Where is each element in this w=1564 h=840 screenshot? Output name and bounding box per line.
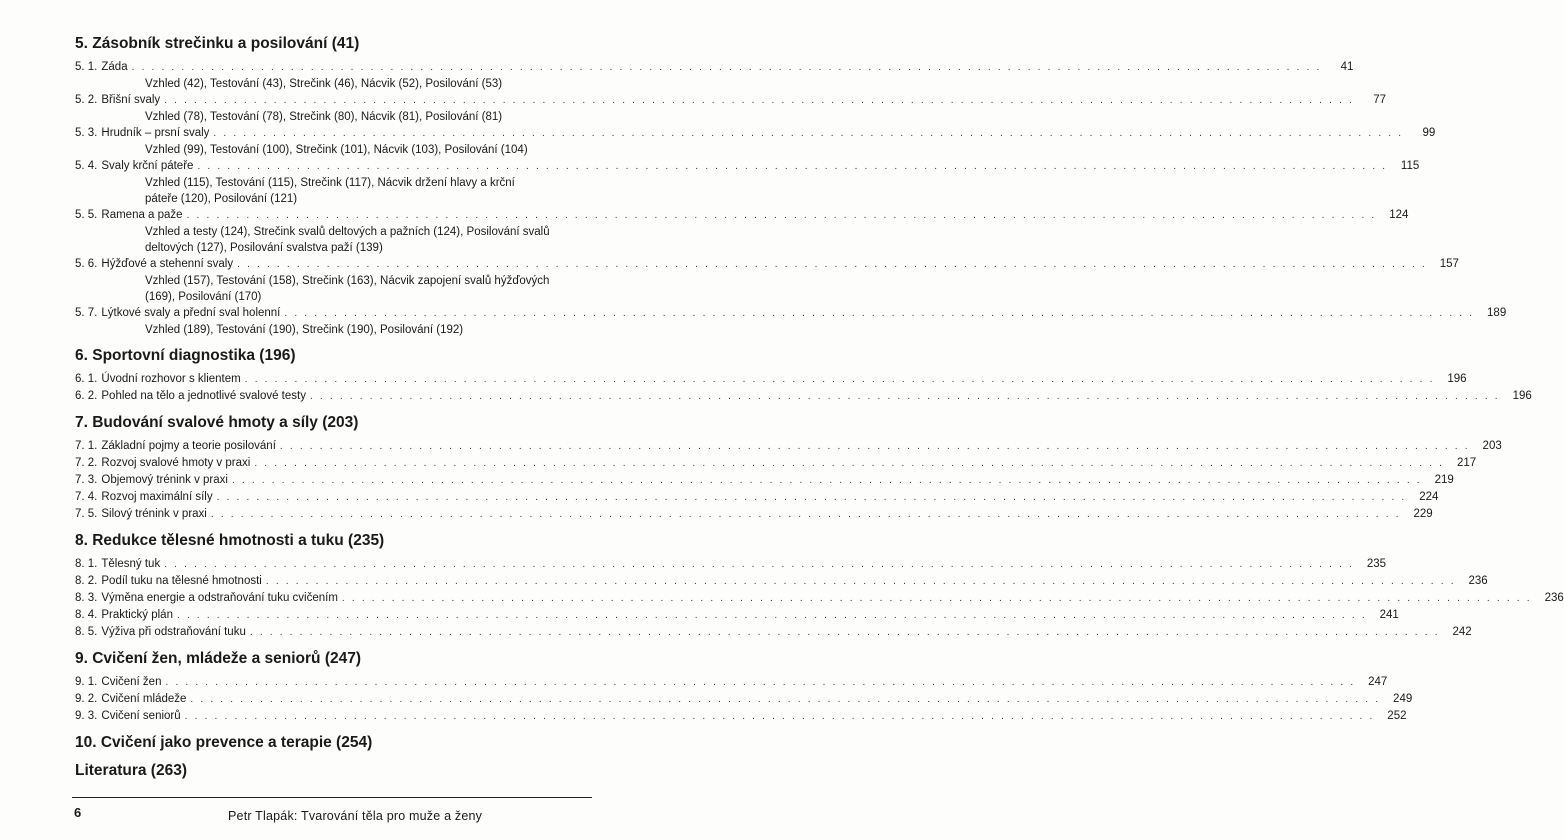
dot-leader: . . . . . . . . . . . . . . . . . . . . . . . . . . . . . . . . . . . . . . . . . . . . . . . . . . . . . . . . . . . . . . . . . . . . . . . . . . . . . . . . . . . . . . . . . . . . . . . . . . . . . . . . . . . . . . . . . . . . . . . .	[184, 711, 1375, 722]
chapter-heading: 9. Cvičení žen, mládeže a seniorů (247)	[75, 650, 362, 667]
chapter-heading: 5. Zásobník strečinku a posilování (41)	[75, 35, 360, 52]
toc-entry	[75, 624, 1472, 641]
entry-title: Rozvoj svalové hmoty v praxi	[101, 457, 251, 469]
toc-entry	[75, 59, 1354, 76]
entry-page-number: 235	[1366, 558, 1387, 570]
toc-entry	[75, 371, 1467, 388]
entry-number: 7. 4.	[75, 491, 98, 503]
entry-number: 8. 4.	[75, 609, 98, 621]
toc-entry	[75, 573, 1488, 590]
entry-title: Lýtkové svaly a přední sval holenní	[101, 307, 281, 319]
toc-entry	[75, 388, 1532, 405]
entry-page-number: 157	[1439, 258, 1459, 270]
entry-page-number: 99	[1422, 127, 1436, 139]
entry-title: Silový trénink v praxi	[101, 508, 207, 520]
entry-subtopics: Vzhled (157), Testování (158), Strečink (163), Nácvik zapojení svalů hýžďových (169), Posilování (170)	[145, 275, 550, 303]
entry-title: Úvodní rozhovor s klientem	[101, 373, 241, 385]
entry-page-number: 189	[1487, 307, 1507, 319]
dot-leader: . . . . . . . . . . . . . . . . . . . . . . . . . . . . . . . . . . . . . . . . . . . . . . . . . . . . . . . . . . . . . . . . . . . . . . . . . . . . . . . . . . . . . . . . . . . . . . . . . . . . . . . . . . . . . . . . . . . . . . . .	[265, 576, 1456, 587]
entry-number: 5. 7.	[75, 307, 98, 319]
toc-entry	[75, 438, 1502, 455]
toc-entry	[75, 556, 1387, 573]
toc-entry	[75, 489, 1439, 506]
entry-number: 5. 3.	[75, 127, 98, 139]
toc-entry	[75, 472, 1454, 489]
toc-entry	[75, 256, 1459, 273]
entry-page-number: 124	[1389, 209, 1409, 221]
entry-number: 9. 1.	[75, 676, 98, 688]
dot-leader: . . . . . . . . . . . . . . . . . . . . . . . . . . . . . . . . . . . . . . . . . . . . . . . . . . . . . . . . . . . . . . . . . . . . . . . . . . . . . . . . . . . . . . . . . . . . . . . . . . . . . . . . . . . . . . . . . . . . . . . .	[213, 128, 1404, 139]
entry-page-number: 236	[1468, 575, 1488, 587]
dot-leader: . . . . . . . . . . . . . . . . . . . . . . . . . . . . . . . . . . . . . . . . . . . . . . . . . . . . . . . . . . . . . . . . . . . . . . . . . . . . . . . . . . . . . . . . . . . . . . . . . . . . . . . . . . . . . . . . . . . . . . . .	[190, 694, 1381, 705]
toc-entry	[75, 607, 1399, 624]
entry-title: Hrudník – prsní svaly	[101, 127, 210, 139]
dot-leader: . . . . . . . . . . . . . . . . . . . . . . . . . . . . . . . . . . . . . . . . . . . . . . . . . . . . . . . . . . . . . . . . . . . . . . . . . . . . . . . . . . . . . . . . . . . . . . . . . . . . . . . . . . . . . . . . . . . . . . . .	[279, 441, 1470, 452]
chapter-heading: 10. Cvičení jako prevence a terapie (254)	[75, 734, 373, 751]
dot-leader: . . . . . . . . . . . . . . . . . . . . . . . . . . . . . . . . . . . . . . . . . . . . . . . . . . . . . . . . . . . . . . . . . . . . . . . . . . . . . . . . . . . . . . . . . . . . . . . . . . . . . . . . . . . . . . . . . . . . . . . .	[254, 458, 1445, 469]
entry-number: 5. 5.	[75, 209, 98, 221]
entry-page-number: 217	[1456, 457, 1477, 469]
toc-entry	[75, 691, 1413, 708]
entry-number: 5. 1.	[75, 61, 98, 73]
entry-title: Výživa při odstraňování tuku	[101, 626, 246, 638]
entry-title: Základní pojmy a teorie posilování	[101, 440, 276, 452]
entry-title: Praktický plán	[101, 609, 173, 621]
toc-entry	[75, 305, 1507, 322]
entry-page-number: 219	[1434, 474, 1454, 486]
toc-entry	[75, 207, 1409, 224]
entry-number: 9. 3.	[75, 710, 98, 722]
entry-number: 5. 6.	[75, 258, 98, 270]
entry-page-number: 249	[1393, 693, 1413, 705]
dot-leader: . . . . . . . . . . . . . . . . . . . . . . . . . . . . . . . . . . . . . . . . . . . . . . . . . . . . . . . . . . . . . . . . . . . . . . . . . . . . . . . . . . . . . . . . . . . . . . . . . . . . . . . . . . . . . . . . . . . . . . . .	[237, 259, 1427, 270]
chapter-heading: 8. Redukce tělesné hmotnosti a tuku (235)	[75, 532, 385, 549]
toc-entry	[75, 506, 1433, 523]
entry-number: 7. 1.	[75, 440, 98, 452]
entry-page-number: 196	[1512, 390, 1532, 402]
dot-leader: . . . . . . . . . . . . . . . . . . . . . . . . . . . . . . . . . . . . . . . . . . . . . . . . . . . . . . . . . . . . . . . . . . . . . . . . . . . . . . . . . . . . . . . . . . . . . . . . . . . . . . . . . . . . . . . . . . . . . . . .	[164, 559, 1355, 570]
entry-page-number: 77	[1373, 94, 1387, 106]
entry-subtopics: Vzhled (42), Testování (43), Strečink (46), Nácvik (52), Posilování (53)	[145, 78, 503, 90]
dot-leader: . . . . . . . . . . . . . . . . . . . . . . . . . . . . . . . . . . . . . . . . . . . . . . . . . . . . . . . . . . . . . . . . . . . . . . . . . . . . . . . . . . . . . . . . . . . . . . . . . . . . . . . . . . . . . . . . . . . . . . . .	[216, 492, 1407, 503]
dot-leader: . . . . . . . . . . . . . . . . . . . . . . . . . . . . . . . . . . . . . . . . . . . . . . . . . . . . . . . . . . . . . . . . . . . . . . . . . . . . . . . . . . . . . . . . . . . . . . . . . . . . . . . . . . . . . . . . . . . . . . . .	[284, 308, 1475, 319]
entry-subtopics: Vzhled (99), Testování (100), Strečink (101), Nácvik (103), Posilování (104)	[145, 144, 528, 156]
entry-page-number: 229	[1413, 508, 1433, 520]
entry-page-number: 236	[1544, 592, 1564, 604]
entry-subtopics: Vzhled (115), Testování (115), Strečink (117), Nácvik držení hlavy a krční páteře (120), Posilování (121)	[145, 177, 515, 205]
entry-title: Ramena a paže	[101, 209, 183, 221]
entry-title: Tělesný tuk	[101, 558, 161, 570]
dot-leader: . . . . . . . . . . . . . . . . . . . . . . . . . . . . . . . . . . . . . . . . . . . . . . . . . . . . . . . . . . . . . . . . . . . . . . . . . . . . . . . . . . . . . . . . . . . . . . . . . . . . . . . . . . . . . . . . . . . . . . . .	[164, 95, 1355, 106]
entry-number: 8. 5.	[75, 626, 98, 638]
entry-number: 8. 2.	[75, 575, 98, 587]
entry-number: 6. 1.	[75, 373, 98, 385]
toc-entry	[75, 158, 1420, 175]
entry-page-number: 196	[1447, 373, 1467, 385]
entry-title: Objemový trénink v praxi	[101, 474, 228, 486]
entry-title: Cvičení mládeže	[101, 693, 187, 705]
entry-title: Záda	[101, 61, 128, 73]
entry-number: 7. 5.	[75, 508, 98, 520]
dot-leader: . . . . . . . . . . . . . . . . . . . . . . . . . . . . . . . . . . . . . . . . . . . . . . . . . . . . . . . . . . . . . . . . . . . . . . . . . . . . . . . . . . . . . . . . . . . . . . . . . . . . . . . . . . . . . . . . . . . . . . . .	[186, 210, 1377, 221]
entry-title: Rozvoj maximální síly	[101, 491, 213, 503]
entry-number: 5. 2.	[75, 94, 98, 106]
entry-subtopics: Vzhled a testy (124), Strečink svalů deltových a pažních (124), Posilování svalů deltových (127), Posilování svalstva paží (139)	[145, 226, 550, 254]
dot-leader: . . . . . . . . . . . . . . . . . . . . . . . . . . . . . . . . . . . . . . . . . . . . . . . . . . . . . . . . . . . . . . . . . . . . . . . . . . . . . . . . . . . . . . . . . . . . . . . . . . . . . . . . . . . . . . . . . . . . . . . .	[131, 62, 1322, 73]
entry-title: Cvičení žen	[101, 676, 162, 688]
table-of-contents	[75, 34, 1564, 786]
dot-leader: . . . . . . . . . . . . . . . . . . . . . . . . . . . . . . . . . . . . . . . . . . . . . . . . . . . . . . . . . . . . . . . . . . . . . . . . . . . . . . . . . . . . . . . . . . . . . . . . . . . . . . . . . . . . . . . . . . . . . . . .	[249, 627, 1440, 638]
toc-entry	[75, 92, 1387, 109]
entry-number: 7. 3.	[75, 474, 98, 486]
entry-number: 5. 4.	[75, 160, 98, 172]
entry-subtopics: Vzhled (189), Testování (190), Strečink (190), Posilování (192)	[145, 324, 464, 336]
entry-title: Pohled na tělo a jednotlivé svalové testy	[101, 390, 306, 402]
dot-leader: . . . . . . . . . . . . . . . . . . . . . . . . . . . . . . . . . . . . . . . . . . . . . . . . . . . . . . . . . . . . . . . . . . . . . . . . . . . . . . . . . . . . . . . . . . . . . . . . . . . . . . . . . . . . . . . . . . . . . . . .	[341, 593, 1532, 604]
entry-title: Cvičení seniorů	[101, 710, 181, 722]
entry-title: Hýžďové a stehenní svaly	[101, 258, 234, 270]
dot-leader: . . . . . . . . . . . . . . . . . . . . . . . . . . . . . . . . . . . . . . . . . . . . . . . . . . . . . . . . . . . . . . . . . . . . . . . . . . . . . . . . . . . . . . . . . . . . . . . . . . . . . . . . . . . . . . . . . . . . . . . .	[165, 677, 1356, 688]
toc-entry	[75, 674, 1388, 691]
entry-subtopics: Vzhled (78), Testování (78), Strečink (80), Nácvik (81), Posilování (81)	[145, 111, 503, 123]
toc-entry	[75, 708, 1407, 725]
entry-page-number: 224	[1419, 491, 1439, 503]
footer-divider	[72, 797, 592, 798]
entry-page-number: 115	[1400, 160, 1420, 172]
dot-leader: . . . . . . . . . . . . . . . . . . . . . . . . . . . . . . . . . . . . . . . . . . . . . . . . . . . . . . . . . . . . . . . . . . . . . . . . . . . . . . . . . . . . . . . . . . . . . . . . . . . . . . . . . . . . . . . . . . . . . . . .	[210, 509, 1401, 520]
dot-leader: . . . . . . . . . . . . . . . . . . . . . . . . . . . . . . . . . . . . . . . . . . . . . . . . . . . . . . . . . . . . . . . . . . . . . . . . . . . . . . . . . . . . . . . . . . . . . . . . . . . . . . . . . . . . . . . . . . . . . . . .	[244, 374, 1435, 385]
footer-page-number: 6	[74, 805, 82, 820]
chapter-heading: 6. Sportovní diagnostika (196)	[75, 347, 296, 364]
dot-leader: . . . . . . . . . . . . . . . . . . . . . . . . . . . . . . . . . . . . . . . . . . . . . . . . . . . . . . . . . . . . . . . . . . . . . . . . . . . . . . . . . . . . . . . . . . . . . . . . . . . . . . . . . . . . . . . . . . . . . . . .	[197, 161, 1388, 172]
entry-page-number: 242	[1452, 626, 1472, 638]
entry-title: Výměna energie a odstraňování tuku cvičením	[101, 592, 338, 604]
dot-leader: . . . . . . . . . . . . . . . . . . . . . . . . . . . . . . . . . . . . . . . . . . . . . . . . . . . . . . . . . . . . . . . . . . . . . . . . . . . . . . . . . . . . . . . . . . . . . . . . . . . . . . . . . . . . . . . . . . . . . . . .	[176, 610, 1367, 621]
entry-page-number: 247	[1368, 676, 1388, 688]
entry-number: 8. 3.	[75, 592, 98, 604]
entry-number: 8. 1.	[75, 558, 98, 570]
toc-entry	[75, 590, 1564, 607]
footer-book-title: Petr Tlapák: Tvarování těla pro muže a ženy	[228, 809, 483, 823]
entry-number: 9. 2.	[75, 693, 98, 705]
entry-number: 6. 2.	[75, 390, 98, 402]
dot-leader: . . . . . . . . . . . . . . . . . . . . . . . . . . . . . . . . . . . . . . . . . . . . . . . . . . . . . . . . . . . . . . . . . . . . . . . . . . . . . . . . . . . . . . . . . . . . . . . . . . . . . . . . . . . . . . . . . . . . . . . .	[309, 391, 1500, 402]
entry-title: Svaly krční páteře	[101, 160, 194, 172]
chapter-heading: 7. Budování svalové hmoty a síly (203)	[75, 414, 359, 431]
entry-title: Podíl tuku na tělesné hmotnosti	[101, 575, 262, 587]
entry-number: 7. 2.	[75, 457, 98, 469]
entry-page-number: 203	[1482, 440, 1502, 452]
entry-title: Břišní svaly	[101, 94, 161, 106]
chapter-heading: Literatura (263)	[75, 762, 187, 779]
entry-page-number: 241	[1379, 609, 1399, 621]
toc-entry	[75, 125, 1436, 142]
dot-leader: . . . . . . . . . . . . . . . . . . . . . . . . . . . . . . . . . . . . . . . . . . . . . . . . . . . . . . . . . . . . . . . . . . . . . . . . . . . . . . . . . . . . . . . . . . . . . . . . . . . . . . . . . . . . . . . . . . . . . . . .	[231, 475, 1422, 486]
entry-page-number: 41	[1340, 61, 1354, 73]
toc-entry	[75, 455, 1477, 472]
entry-page-number: 252	[1387, 710, 1407, 722]
